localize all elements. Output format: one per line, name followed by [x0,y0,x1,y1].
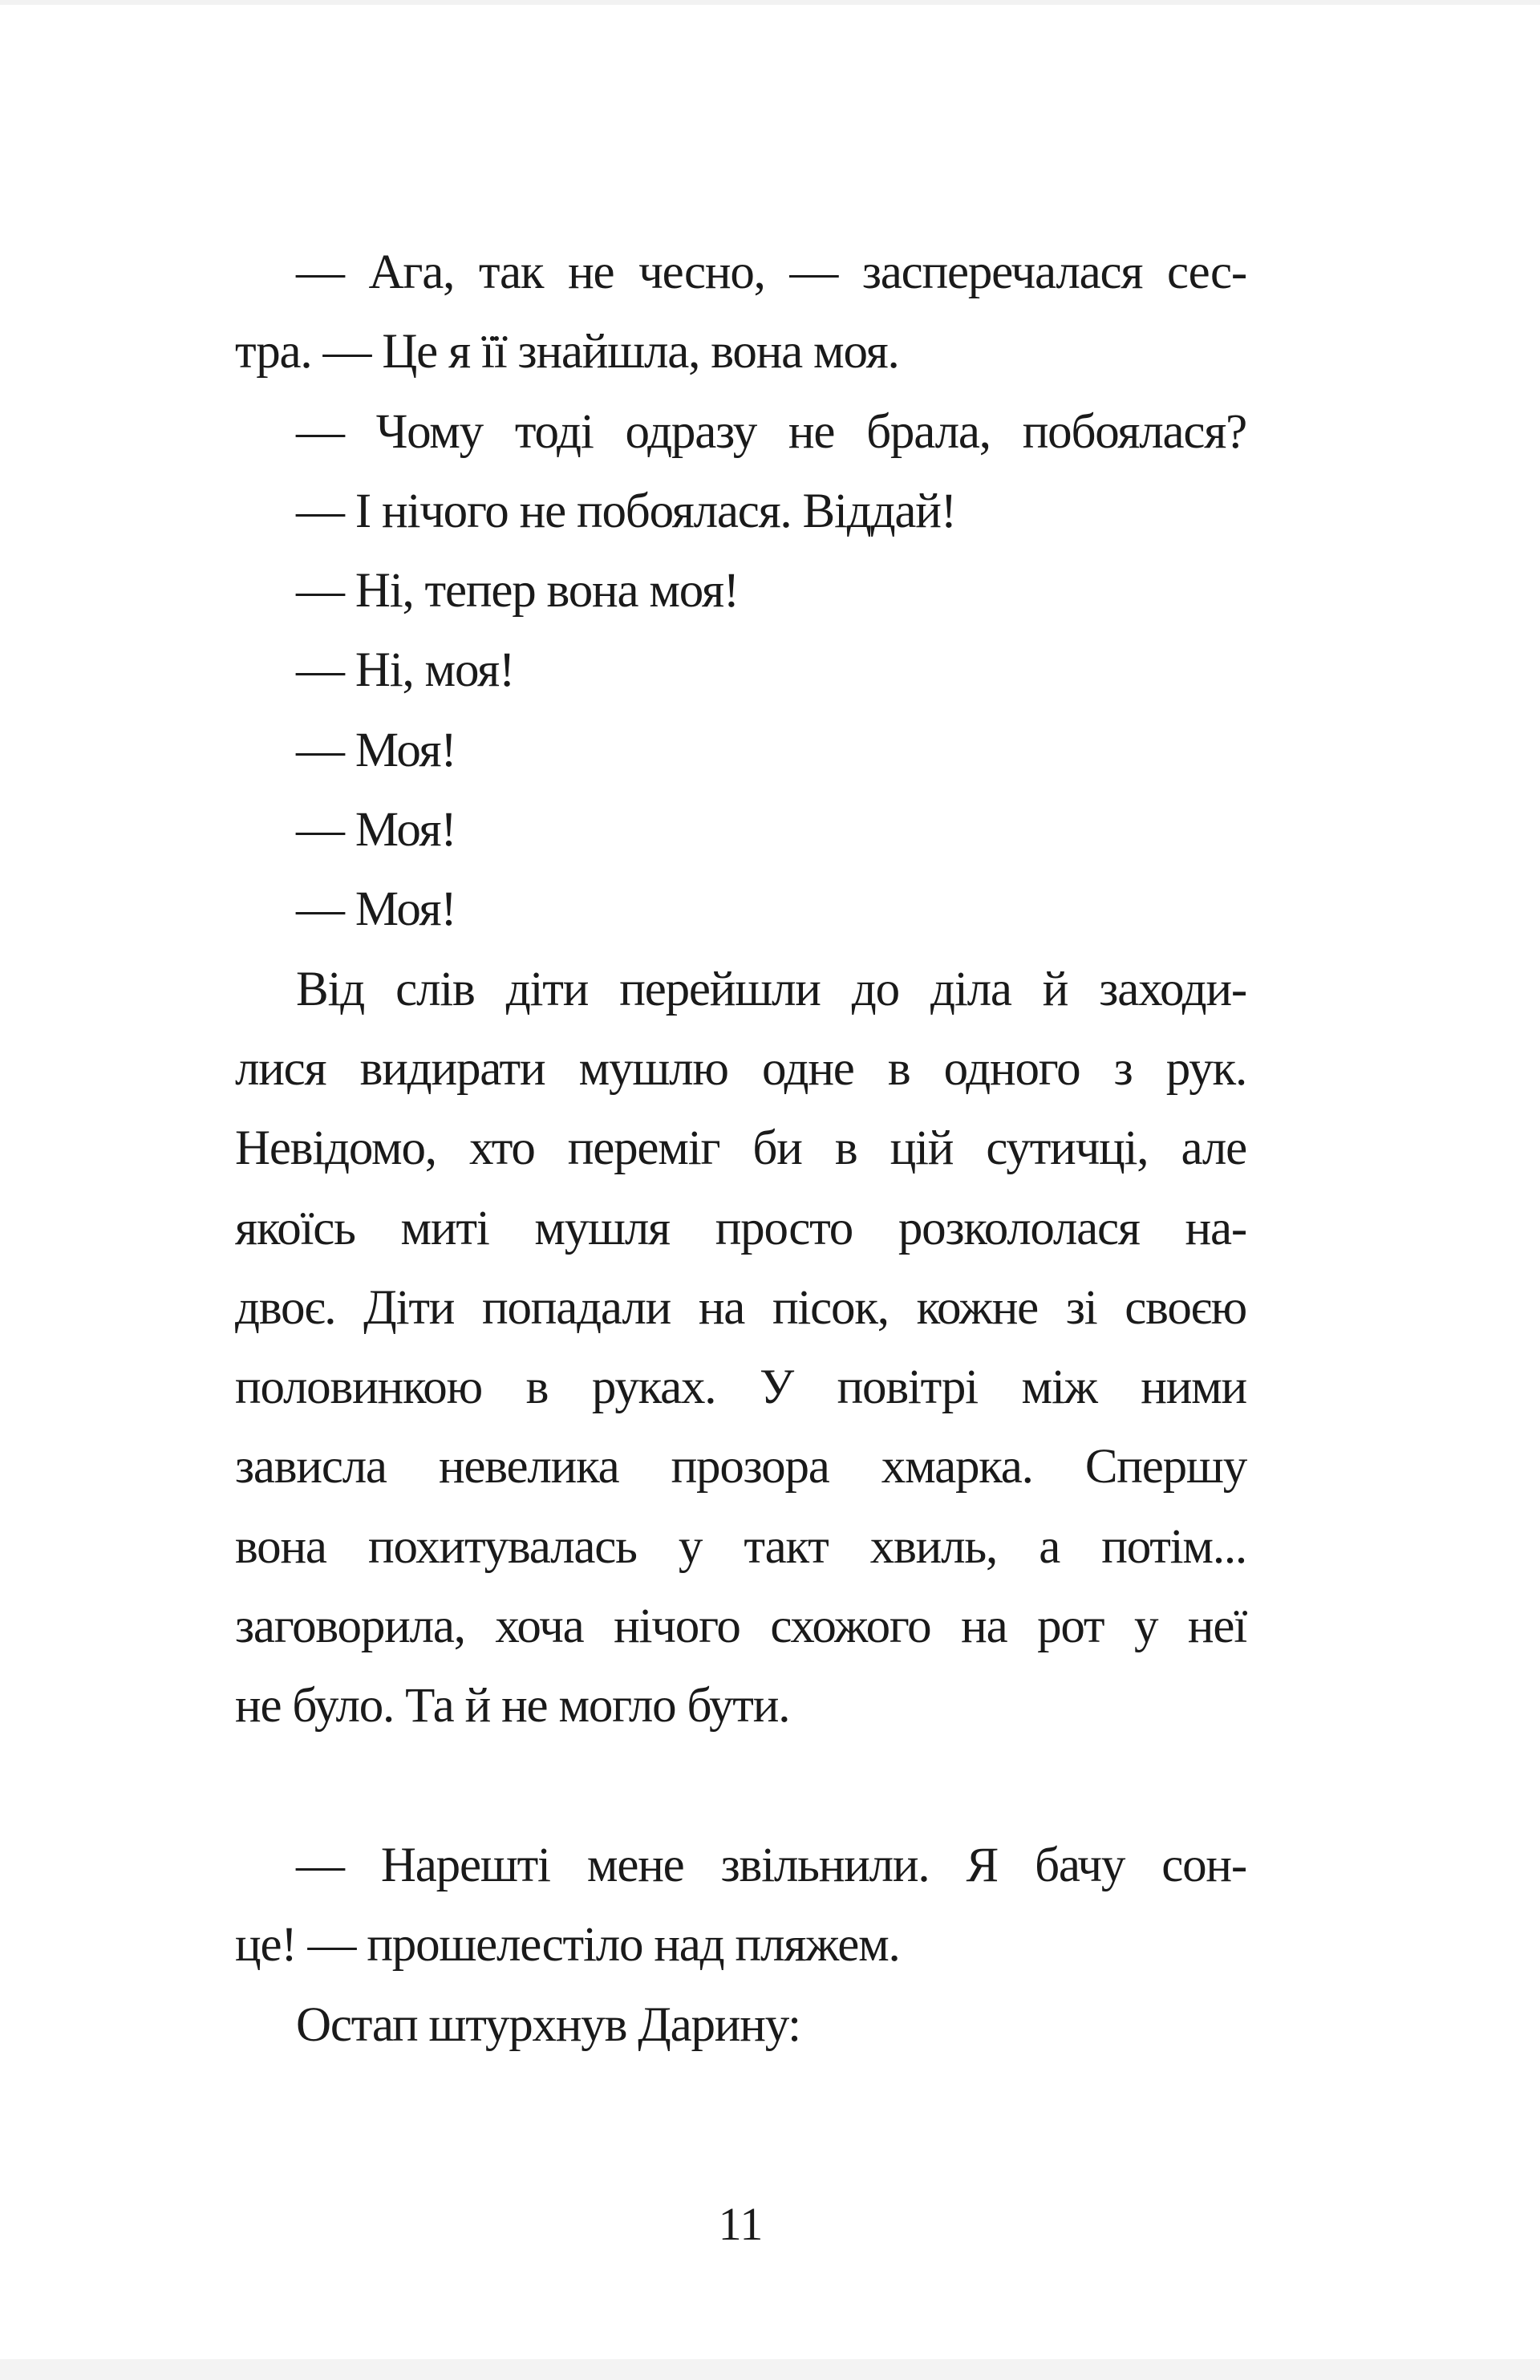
page-text [235,233,1246,2065]
text-line: якоїсь миті мушля просто розкололася на- [235,1201,1246,1255]
text-line: заговорила, хоча нічого схожого на рот у неї [235,1600,1246,1654]
top-edge [0,0,1540,5]
text-line: — Ага, так не чесно, — засперечалася сес- [296,245,1246,299]
text-line: Від слів діти перейшли до діла й заходи- [296,962,1246,1016]
text-line: це! — прошелестіло над пляжем. [235,1918,900,1973]
blank-line [235,1746,1246,1826]
text-line: не було. Та й не могло бути. [235,1679,790,1733]
text-line: двоє. Діти попадали на пісок, кожне зі своєю [235,1280,1246,1335]
text-line: — Моя! [296,882,456,937]
text-line: зависла невелика прозора хмарка. Спершу [235,1440,1246,1494]
text-line: Остап штурхнув Дарину: [296,1997,800,2052]
text-line: — Моя! [296,723,456,777]
text-line: вона похитувалась у такт хвиль, а потім... [235,1519,1246,1574]
text-line: половинкою в руках. У повітрі між ними [235,1360,1246,1415]
text-line: — І нічого не побоялася. Віддай! [296,484,956,538]
text-line: тра. — Це я її знайшла, вона моя. [235,325,899,379]
text-line: — Ні, тепер вона моя! [296,564,739,618]
text-line: — Ні, моя! [296,643,515,698]
text-line: лися видирати мушлю одне в одного з рук. [235,1041,1246,1096]
page-number: 11 [718,2198,764,2250]
text-line: Невідомо, хто переміг би в цій сутичці, але [235,1121,1246,1176]
bottom-edge [0,2359,1540,2380]
text-line: — Моя! [296,803,456,858]
text-line: — Чому тоді одразу не брала, побоялася? [296,404,1246,459]
text-line: — Нарешті мене звільнили. Я бачу сон- [296,1838,1246,1892]
